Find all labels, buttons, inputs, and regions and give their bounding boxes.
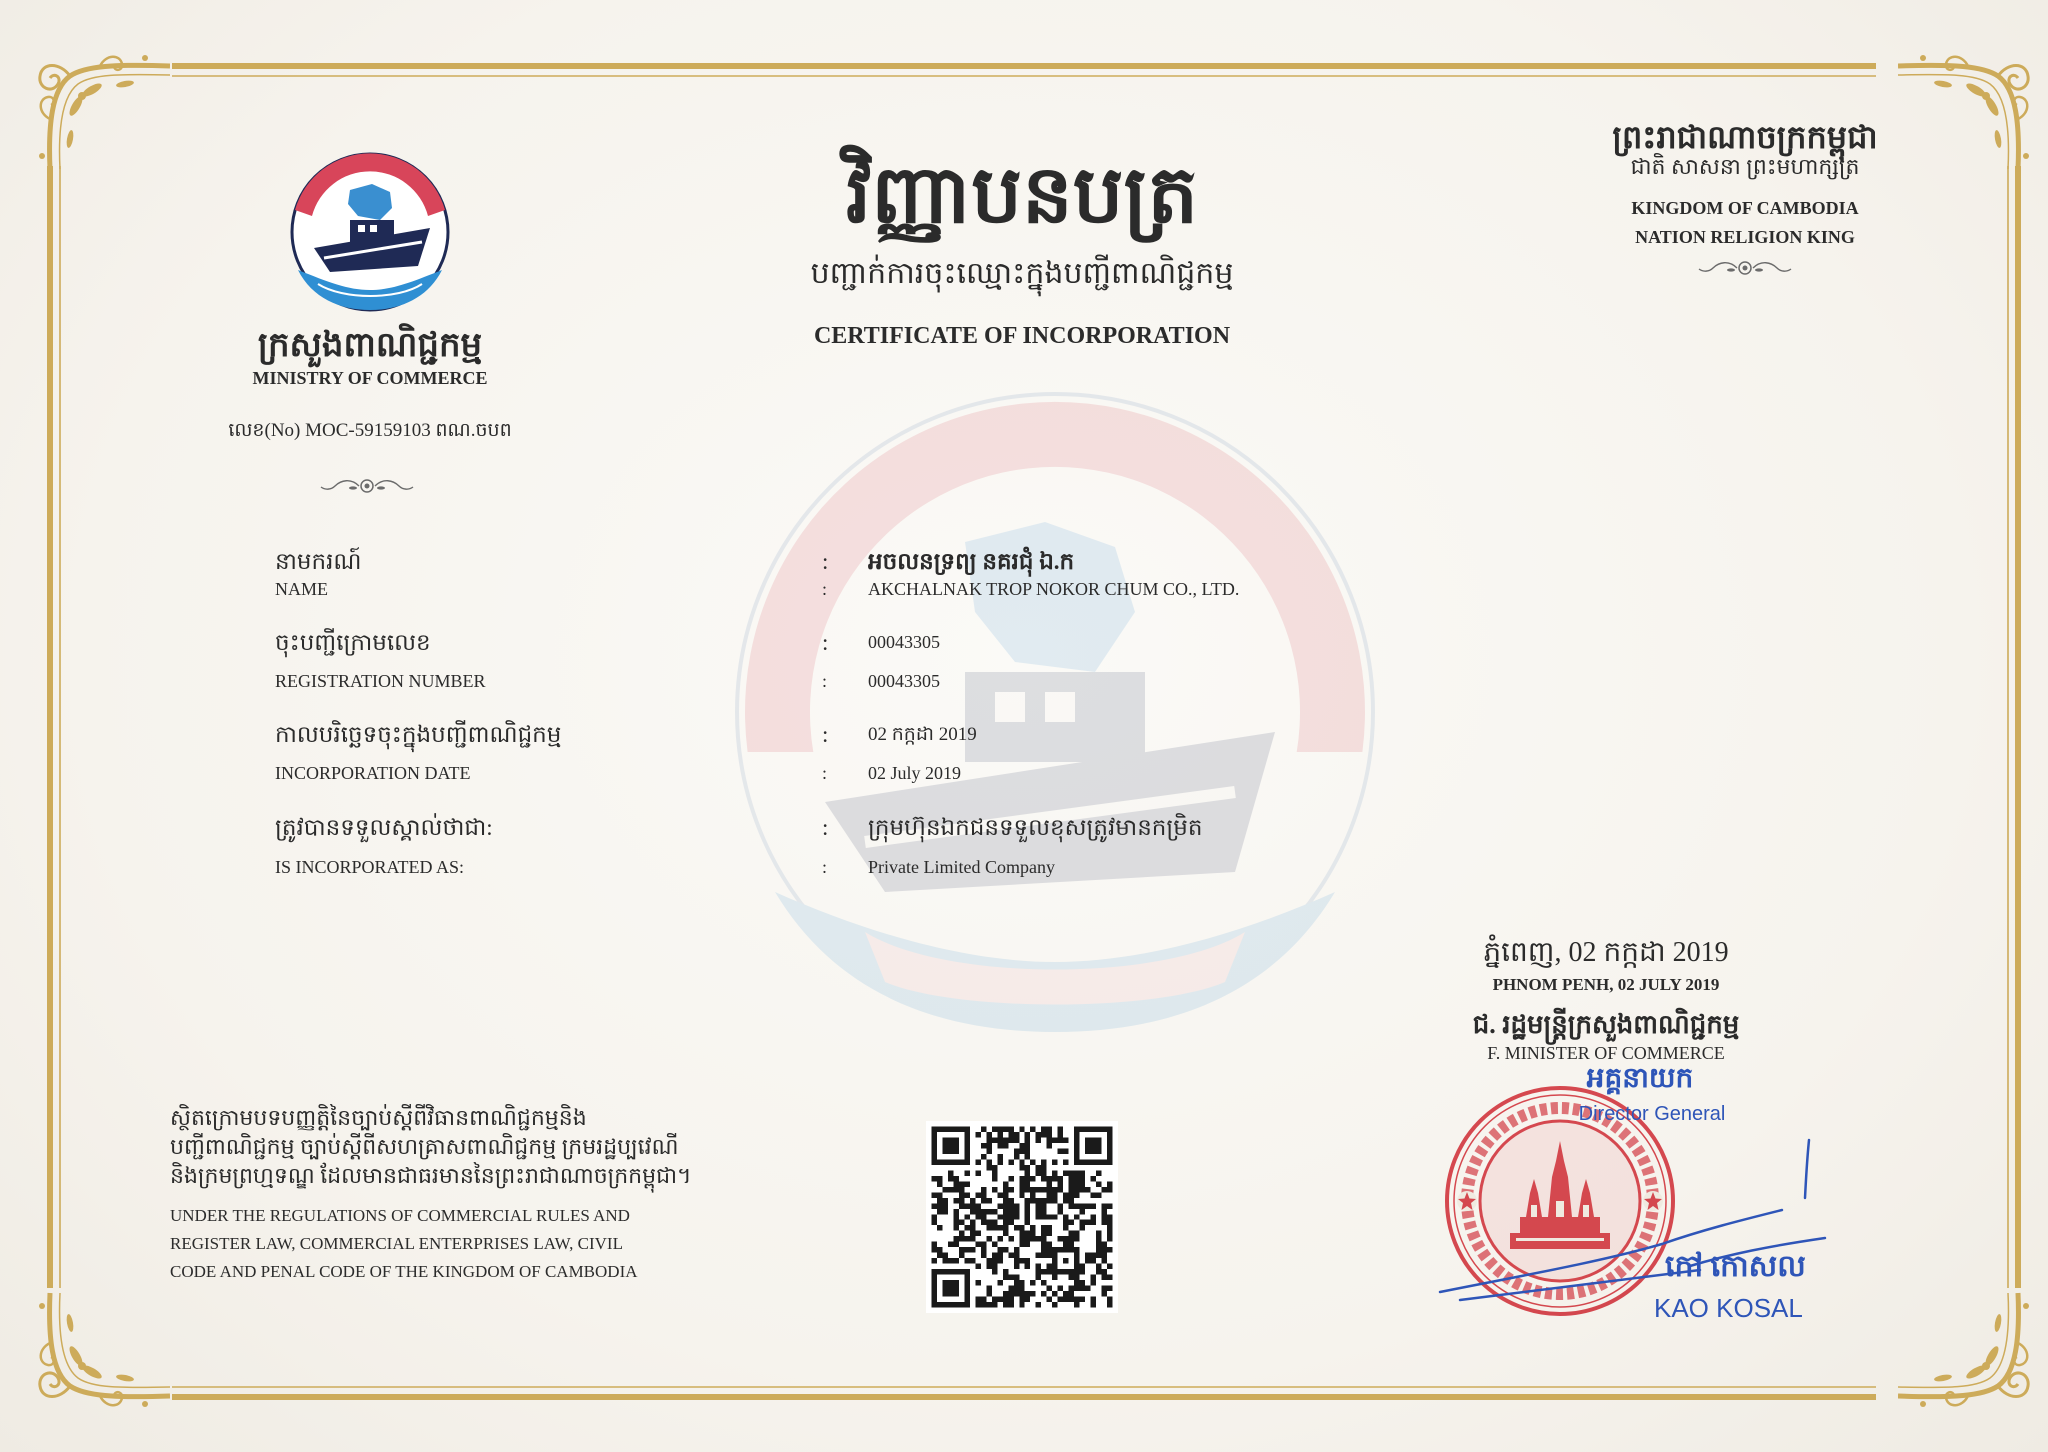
company-type-en: Private Limited Company — [868, 857, 1055, 877]
field-label-en: INCORPORATION DATE — [275, 763, 471, 783]
incorporation-date-kh: 02 កក្កដា 2019 — [868, 724, 977, 745]
field-separator: : — [822, 671, 828, 691]
certificate-subtitle-kh: បញ្ជាក់ការចុះឈ្មោះក្នុងបញ្ជីពាណិជ្ជកម្ម — [810, 257, 1234, 290]
ornament-divider-icon — [1695, 258, 1795, 278]
field-label-kh: កាលបរិច្ឆេទចុះក្នុងបញ្ជីពាណិជ្ជកម្ម — [275, 722, 562, 747]
field-label-en: NAME — [275, 579, 328, 599]
corner-ornament-icon — [39, 55, 170, 169]
kingdom-name-en: KINGDOM OF CAMBODIA — [1631, 198, 1859, 218]
registration-number-en: 00043305 — [868, 671, 940, 691]
field-separator: : — [822, 549, 829, 574]
field-label-kh: ត្រូវបានទទួលស្គាល់ថាជា: — [275, 815, 493, 840]
field-separator: : — [822, 857, 828, 877]
field-label-kh: ចុះបញ្ជីក្រោមលេខ — [275, 630, 431, 655]
field-separator: : — [822, 763, 828, 783]
certificate-number: លេខ(No) MOC-59159103 ពណ.ចបព — [228, 420, 512, 441]
field-separator: : — [822, 630, 829, 655]
signatory-title-en: F. MINISTER OF COMMERCE — [1487, 1043, 1725, 1063]
legal-line-en: REGISTER LAW, COMMERCIAL ENTERPRISES LAW, CIVIL — [170, 1234, 623, 1253]
field-label-en: IS INCORPORATED AS: — [275, 857, 465, 877]
issue-place-date-en: PHNOM PENH, 02 JULY 2019 — [1492, 975, 1720, 994]
ministry-name-en: MINISTRY OF COMMERCE — [252, 368, 488, 388]
legal-line-en: UNDER THE REGULATIONS OF COMMERCIAL RULES AND — [170, 1206, 630, 1225]
incorporation-date-en: 02 July 2019 — [868, 763, 962, 783]
signer-name-kh: កៅ កោសល — [1665, 1250, 1806, 1283]
kingdom-name-kh: ព្រះរាជាណាចក្រកម្ពុជា — [1612, 119, 1878, 155]
legal-line-en: CODE AND PENAL CODE OF THE KINGDOM OF CAMBODIA — [170, 1262, 638, 1281]
kingdom-motto-en: NATION RELIGION KING — [1635, 227, 1855, 247]
kingdom-motto-kh: ជាតិ សាសនា ព្រះមហាក្សត្រ — [1630, 154, 1860, 179]
signatory-title-kh: ជ. រដ្ឋមន្ត្រីក្រសួងពាណិជ្ជកម្ម — [1472, 1010, 1740, 1039]
certificate-title-en: CERTIFICATE OF INCORPORATION — [813, 323, 1231, 349]
company-type-kh: ក្រុមហ៊ុនឯកជនទទួលខុសត្រូវមានកម្រិត — [868, 815, 1203, 840]
handwritten-signature — [1400, 1120, 1840, 1320]
qr-code-icon — [926, 1121, 1118, 1313]
field-separator: : — [822, 815, 829, 840]
ministry-of-commerce-logo-icon — [288, 150, 452, 314]
signatory-position-en: Director General — [1578, 1103, 1726, 1125]
company-name-en: AKCHALNAK TROP NOKOR CHUM CO., LTD. — [868, 579, 1240, 599]
signatory-position-kh: អគ្គនាយក — [1586, 1063, 1694, 1094]
field-label-kh: នាមករណ៍ — [275, 549, 362, 574]
legal-line-kh: ស្ថិតក្រោមបទបញ្ញត្តិនៃច្បាប់ស្តីពីវិធានពាណិជ្ជកម្មនិង — [170, 1105, 587, 1130]
corner-ornament-icon — [1898, 1293, 2029, 1407]
signer-name-en: KAO KOSAL — [1654, 1293, 1803, 1323]
field-separator: : — [822, 579, 828, 599]
ornament-divider-icon — [317, 476, 417, 496]
registration-number-kh: 00043305 — [868, 632, 940, 652]
issue-place-date-kh: ភ្នំពេញ, 02 កក្កដា 2019 — [1483, 937, 1729, 968]
company-name-kh: អចលនទ្រព្យ នគរជុំ ឯ.ក — [868, 549, 1075, 574]
field-label-en: REGISTRATION NUMBER — [275, 671, 486, 691]
certificate-title-kh: វិញ្ញាបនបត្រ — [845, 152, 1199, 240]
ministry-name-kh: ក្រសួងពាណិជ្ជកម្ម — [257, 327, 483, 364]
field-separator: : — [822, 722, 829, 747]
legal-line-kh: និងក្រមព្រហ្មទណ្ឌ ដែលមានជាធរមាននៃព្រះរាជាណាចក្រកម្ពុជា។ — [170, 1163, 692, 1188]
corner-ornament-icon — [39, 1293, 170, 1407]
legal-line-kh: បញ្ជីពាណិជ្ជកម្ម ច្បាប់ស្តីពីសហគ្រាសពាណិជ្ជកម្ម ក្រមរដ្ឋប្បវេណី — [170, 1134, 679, 1159]
